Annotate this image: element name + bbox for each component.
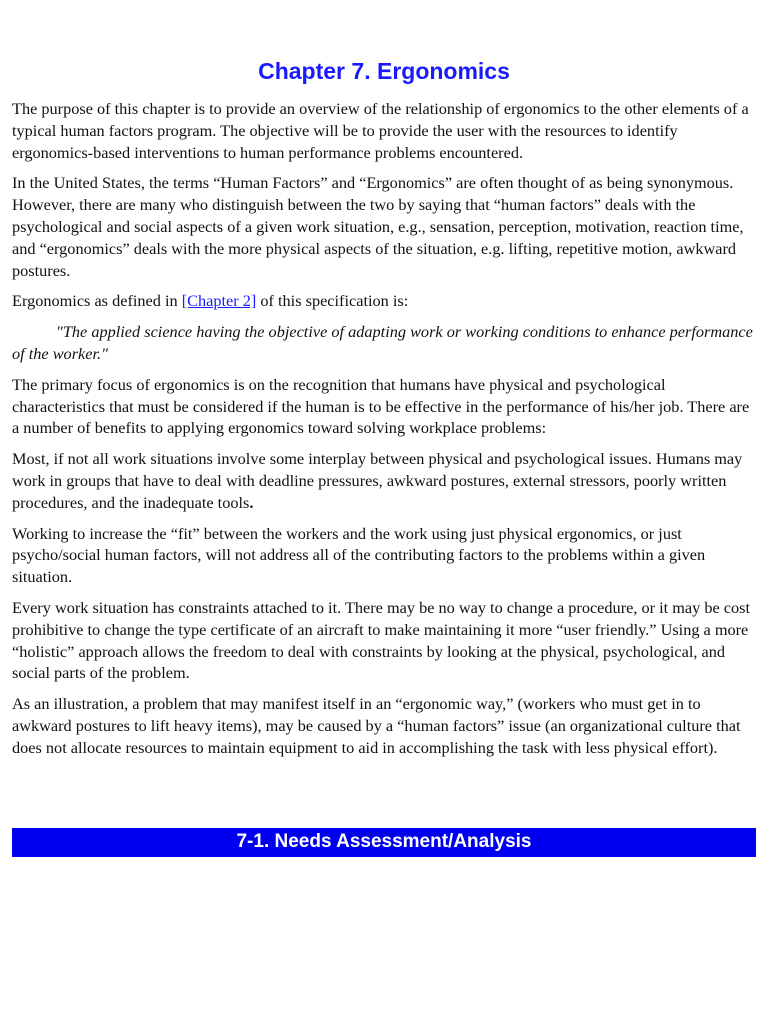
primary-focus-paragraph: The primary focus of ergonomics is on the recognition that humans have physical and psychological characteristics that must be considered if the human is to be effective in the performance of his/her job. There are a number of benefits to applying ergonomics toward solving workplace problems: [12, 374, 750, 438]
definition-paragraph [12, 290, 756, 312]
interplay-paragraph [12, 448, 756, 513]
intro-paragraph: The purpose of this chapter is to provide an overview of the relationship of ergonomics to the other elements of a typical human factors program. The objective will be to provide the user with the resources to identify ergonomics-based interventions to human performance problems encountered. [12, 99, 749, 162]
definition-text-after: of this specification is: [256, 291, 409, 311]
interplay-text: Most, if not all work situations involve some interplay between physical and psychological issues. Humans may work in groups that have to deal with deadline pressures, awkward postures, external stressors, poorly written procedures, and the inadequate tools [12, 449, 743, 512]
chapter-title: Chapter 7. Ergonomics [258, 58, 510, 84]
interplay-end: . [249, 492, 254, 512]
definition-quote: "The applied science having the objective of adapting work or working conditions to enhance performance of the worker." [12, 322, 753, 363]
document-page [12, 0, 756, 852]
illustration-paragraph: As an illustration, a problem that may manifest itself in an “ergonomic way,” (workers who must get in to awkward postures to lift heavy items), may be caused by a “human factors” issue (an organizational culture that does not allocate resources to maintain equipment to aid in accomplishing the task with less physical effort). [12, 694, 741, 757]
chapter-2-link[interactable]: [Chapter 2] [181, 291, 257, 311]
constraints-paragraph: Every work situation has constraints attached to it. There may be no way to change a procedure, or it may be cost prohibitive to change the type certificate of an aircraft to make maintaining it more “user friendly.” Using a more “holistic” approach allows the freedom to deal with constraints by looking at the physical, psychological, and social parts of the problem. [12, 597, 750, 683]
fit-paragraph: Working to increase the “fit” between the workers and the work using just physical ergonomics, or just psycho/social human factors, will not address all of the contributing factors to the problems within a given situation. [12, 523, 706, 587]
section-heading: 7-1. Needs Assessment/Analysis [12, 828, 756, 857]
terms-paragraph: In the United States, the terms “Human Factors” and “Ergonomics” are often thought of as being synonymous. However, there are many who distinguish between the two by saying that “human factors” deals with the psychological and social aspects of a given work situation, e.g., sensation, perception, motivation, reaction time, and “ergonomics” deals with the more physical aspects of the situation, e.g. lifting, repetitive motion, awkward postures. [12, 173, 744, 280]
definition-text-before: Ergonomics as defined in [12, 291, 182, 311]
